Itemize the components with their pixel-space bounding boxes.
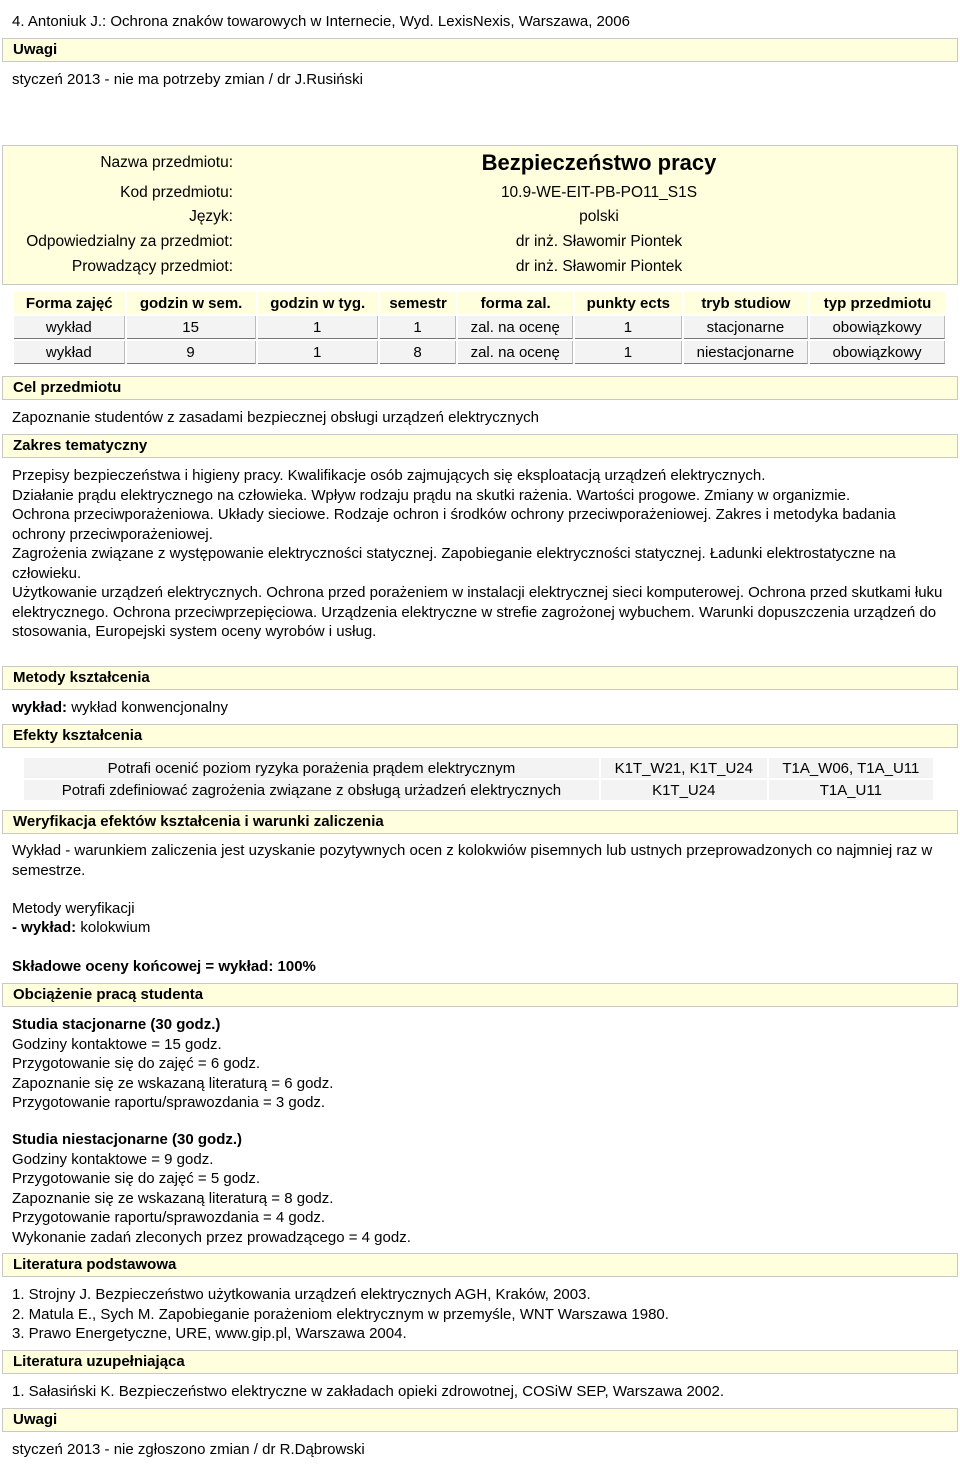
col-header: semestr [380, 292, 457, 314]
efekty-header: Efekty kształcenia [2, 724, 958, 748]
stacjonarne-title: Studia stacjonarne (30 godz.) [12, 1016, 221, 1033]
col-header: punkty ects [575, 292, 682, 314]
table-row [14, 316, 945, 339]
cel-header: Cel przedmiotu [2, 376, 958, 400]
literatura-list [12, 1285, 947, 1344]
zakres-paragraph: Przepisy bezpieczeństwa i higieny pracy. Kwalifikacje osób zajmujących się eksploatacją urządzeń elektrycznych. [12, 467, 766, 484]
col-header: typ przedmiotu [810, 292, 945, 314]
uwagi-header-bottom: Uwagi [2, 1408, 958, 1432]
table-cell: 1 [258, 316, 378, 339]
label-responsible: Odpowiedzialny za przedmiot: [26, 233, 233, 250]
course-name: Bezpieczeństwo pracy [481, 150, 717, 175]
weryfikacja-header: Weryfikacja efektów kształcenia i warunki zaliczenia [2, 810, 958, 834]
forms-table-header-row [14, 292, 945, 314]
list-item: 2. Matula E., Sych M. Zapobieganie porażeniom elektrycznym w przemyśle, WNT Warszawa 1980. [12, 1305, 669, 1323]
table-row [24, 758, 933, 778]
uwagi-header-top: Uwagi [2, 38, 958, 62]
table-cell: 1 [258, 341, 378, 364]
col-header: forma zal. [458, 292, 573, 314]
list-item: Godziny kontaktowe = 15 godz. [12, 1035, 222, 1053]
table-cell: K1T_U24 [601, 780, 767, 800]
table-cell: zal. na ocenę [458, 316, 573, 339]
zakres-paragraph: Zagrożenia związane z występowanie elektryczności statycznej. Zapobieganie elektryczności statycznej. Ładunki elektrostatyczne na człowieku. [12, 545, 896, 582]
course-code: 10.9-WE-EIT-PB-PO11_S1S [500, 184, 698, 201]
table-cell: 1 [575, 316, 682, 339]
metody-label: wykład: [12, 699, 68, 716]
zakres-paragraph: Ochrona przeciwporażeniowa. Układy sieciowe. Rodzaje ochron i środków ochrony przeciwporażeniowej. Zakres i metodyka badania ochrony przeciwporażeniowej. [12, 506, 896, 543]
literatura-uzup-header: Literatura uzupełniająca [2, 1350, 958, 1374]
table-cell: 15 [127, 316, 256, 339]
table-cell: 1 [575, 341, 682, 364]
table-cell: K1T_W21, K1T_U24 [601, 758, 767, 778]
col-header: godzin w sem. [127, 292, 256, 314]
list-item: Przygotowanie się do zajęć = 5 godz. [12, 1170, 261, 1187]
list-item: 1. Strojny J. Bezpieczeństwo użytkowania urządzeń elektrycznych AGH, Kraków, 2003. [12, 1286, 591, 1303]
list-item: Przygotowanie raportu/sprawozdania = 4 godz. [12, 1209, 326, 1226]
literatura-uzup-list [12, 1382, 947, 1402]
table-row [14, 341, 945, 364]
course-responsible: dr inż. Sławomir Piontek [515, 233, 683, 250]
list-item: 1. Sałasiński K. Bezpieczeństwo elektryczne w zakładach opieki zdrowotnej, COSiW SEP, Warszawa 2002. [12, 1383, 724, 1400]
metody-weryfikacji-line [12, 918, 947, 938]
table-cell: Potrafi zdefiniować zagrożenia związane z obsługą urżadzeń elektrycznych [24, 780, 599, 800]
skladowe-oceny: Składowe oceny końcowej = wykład: 100% [12, 958, 316, 975]
efekty-table [22, 756, 935, 802]
course-lecturer: dr inż. Sławomir Piontek [515, 258, 683, 275]
list-item: Godziny kontaktowe = 9 godz. [12, 1150, 214, 1168]
label-lecturer: Prowadzący przedmiot: [71, 258, 233, 275]
table-cell: Potrafi ocenić poziom ryzyka porażenia prądem elektrycznym [24, 758, 599, 778]
list-item: Przygotowanie raportu/sprawozdania = 3 godz. [12, 1094, 326, 1111]
zakres-paragraph: Działanie prądu elektrycznego na człowieka. Wpływ rodzaju prądu na skutki rażenia. Wartości progowe. Zmiany w organizmie. [12, 486, 851, 504]
label-course-name: Nazwa przedmiotu: [100, 154, 233, 171]
table-cell: wykład [14, 316, 125, 339]
literatura-header: Literatura podstawowa [2, 1253, 958, 1277]
zakres-paragraph: Użytkowanie urządzeń elektrycznych. Ochrona przed porażeniem w instalacji elektrycznej sieci komputerowej. Ochrona przed skutkami łuku elektrycznego. Ochrona przeciwprzepięciowa. Urządzenia elektryczne w strefie zagrożonej wybuchem. Warunki dopuszczenia urządzeń do stosowania, Europejski system oceny wyrobów i usług. [12, 584, 943, 640]
list-item: Przygotowanie się do zajęć = 6 godz. [12, 1055, 261, 1072]
metody-weryfikacji-value: kolokwium [80, 919, 151, 936]
metody-weryfikacji-prefix: - wykład: [12, 919, 77, 936]
table-cell: 9 [127, 341, 256, 364]
table-row [24, 780, 933, 800]
label-course-code: Kod przedmiotu: [120, 184, 233, 201]
zakres-header: Zakres tematyczny [2, 434, 958, 458]
zakres-body [12, 466, 947, 642]
niestacjonarne-block [12, 1130, 947, 1247]
table-cell: stacjonarne [684, 316, 808, 339]
list-item: Wykonanie zadań zleconych przez prowadzącego = 4 godz. [12, 1228, 411, 1246]
niestacjonarne-title: Studia niestacjonarne (30 godz.) [12, 1131, 243, 1148]
obciazenie-header: Obciążenie pracą studenta [2, 983, 958, 1007]
table-cell: 8 [380, 341, 457, 364]
stacjonarne-block [12, 1015, 947, 1113]
col-header: tryb studiow [684, 292, 808, 314]
table-cell: niestacjonarne [684, 341, 808, 364]
weryfikacja-text: Wykład - warunkiem zaliczenia jest uzyskanie pozytywnych ocen z kolokwiów pisemnych lub ustnych przeprowadzonych co najmniej raz w semestrze. [12, 842, 933, 879]
cel-text: Zapoznanie studentów z zasadami bezpiecznej obsługi urządzeń elektrycznych [12, 409, 539, 426]
course-language: polski [579, 208, 619, 225]
metody-line [12, 698, 947, 718]
list-item: 3. Prawo Energetyczne, URE, www.gip.pl, Warszawa 2004. [12, 1325, 407, 1342]
metody-weryfikacji-label: Metody weryfikacji [12, 900, 135, 917]
list-item: Zapoznanie się ze wskazaną literaturą = 8 godz. [12, 1189, 334, 1207]
table-cell: T1A_U11 [769, 780, 933, 800]
table-cell: obowiązkowy [810, 341, 945, 364]
table-cell: zal. na ocenę [458, 341, 573, 364]
forms-table [12, 290, 947, 366]
table-cell: 1 [380, 316, 457, 339]
table-cell: wykład [14, 341, 125, 364]
metody-text: wykład konwencjonalny [71, 699, 228, 716]
table-cell: obowiązkowy [810, 316, 945, 339]
uwagi-text-top: styczeń 2013 - nie ma potrzeby zmian / dr J.Rusiński [12, 71, 363, 88]
col-header: Forma zajęć [14, 292, 125, 314]
list-item: Zapoznanie się ze wskazaną literaturą = 6 godz. [12, 1074, 334, 1092]
reference-line: 4. Antoniuk J.: Ochrona znaków towarowych w Internecie, Wyd. LexisNexis, Warszawa, 2006 [12, 13, 630, 30]
col-header: godzin w tyg. [258, 292, 378, 314]
label-language: Język: [189, 208, 233, 225]
course-info-box [2, 145, 958, 285]
table-cell: T1A_W06, T1A_U11 [769, 758, 933, 778]
metody-header: Metody kształcenia [2, 666, 958, 690]
uwagi-text-bottom: styczeń 2013 - nie zgłoszono zmian / dr R.Dąbrowski [12, 1441, 365, 1458]
